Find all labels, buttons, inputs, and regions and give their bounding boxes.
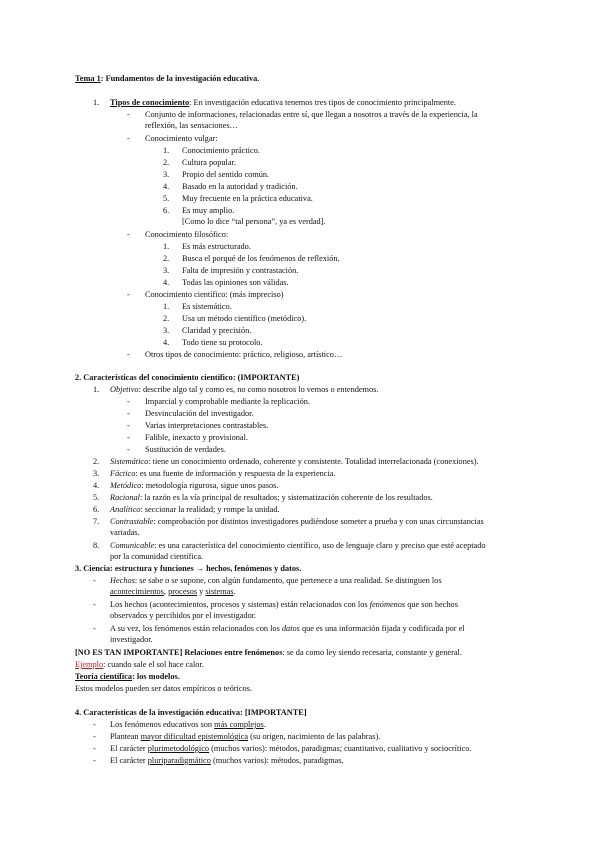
bullet-dash: - [127,230,130,239]
bullet-dash: - [127,110,130,119]
filo-item-num: 4. [163,278,170,287]
vulgar-item: Propio del sentido común. [182,170,270,179]
bullet-dash: - [127,350,130,359]
s4-bullet: Plantean mayor dificultad epistemológica (su origen, nacimiento de las palabras). [110,732,381,741]
bullet-dash: - [93,624,96,633]
modelos-line: Estos modelos pueden ser datos empíricos o teóricos. [75,684,252,693]
bullet-dash: - [93,732,96,741]
vulgar-item-num: 3. [163,170,170,179]
datos-line-cont: investigador. [110,635,153,644]
objetivo-sub: Falible, inexacto y provisional. [145,433,248,442]
filo-item-num: 3. [163,266,170,275]
bullet-dash: - [127,409,130,418]
vulgar-item-num: 5. [163,194,170,203]
bullet-dash: - [93,600,96,609]
bullet-dash: - [93,576,96,585]
section-4-heading: 4. Características de la investigación educativa: [IMPORTANTE] [75,708,307,717]
s2-item: Fáctico: es una fuente de información y respuesta de la experiencia. [110,469,336,478]
filo-item-num: 1. [163,242,170,251]
s2-item-num: 8. [93,541,100,550]
vulgar-item-num: 6. [163,206,170,215]
section-3-heading: 3. Ciencia: estructura y funciones → hechos, fenómenos y datos. [75,564,302,573]
s2-item-num: 4. [93,481,100,490]
s2-item: Racional: la razón es la vía principal de resultados; y sistematización coherente de los resultados. [110,493,433,502]
s2-item-num: 6. [93,505,100,514]
s2-item-cont: variadas. [110,528,140,537]
vulgar-item: Cultura popular. [182,158,236,167]
document-title: Tema 1: Fundamentos de la investigación educativa. [75,74,260,83]
s2-item-num: 1. [93,385,100,394]
bullet-dash: - [93,756,96,765]
filosofico-label: Conocimiento filosófico: [145,230,229,239]
objetivo-sub: Sustitución de verdades. [145,445,226,454]
section-1-heading: 1. Tipos de conocimiento: En investigación educativa tenemos tres tipos de conocimiento principalmente. [93,98,456,107]
vulgar-item-num: 1. [163,146,170,155]
otros-tipos: Otros tipos de conocimiento: práctico, religioso, artístico… [145,350,343,359]
cient-item: Todo tiene su protocolo. [182,338,263,347]
fenomenos-line: Los hechos (acontecimientos, procesos y sistemas) están relacionados con los fenómenos que son hechos [110,600,458,609]
s2-item: Objetivo: describe algo tal y como es, no como nosotros lo vemos o entendemos. [110,385,379,394]
vulgar-item: Muy frecuente en la práctica educativa. [182,194,313,203]
s2-item: Comunicable: es una característica del conocimiento científico, uso de lenguaje claro y preciso que esté aceptado [110,541,486,550]
s2-item: Sistemático: tiene un conocimiento ordenado, coherente y consistente. Totalidad interrelacionada (conexiones). [110,457,479,466]
bullet-dash: - [127,445,130,454]
bullet-dash: - [127,290,130,299]
hechos-line: Hechos: se sabe o se supone, con algún fundamento, que pertenece a una realidad. Se distinguen los [110,576,442,585]
section-1-intro: Conjunto de informaciones, relacionadas entre sí, que llegan a nosotros a través de la experiencia, la [145,110,478,119]
section-2-heading: 2. Características del conocimiento científico: (IMPORTANTE) [75,373,300,382]
s4-bullet: Los fenómenos educativos son más complejos. [110,720,266,729]
objetivo-sub: Imparcial y comprobable mediante la replicación. [145,397,310,406]
cientifico-label: Conocimiento científico: (más impreciso) [145,290,284,299]
vulgar-item: Es muy amplio. [182,206,235,215]
bullet-dash: - [93,720,96,729]
objetivo-sub: Desvinculación del investigador. [145,409,254,418]
filo-item: Es más estructurado. [182,242,251,251]
filo-item: Falta de impresión y contrastación. [182,266,299,275]
fenomenos-line-cont: observados y percibidos por el investigador. [110,611,257,620]
bullet-dash: - [127,421,130,430]
filo-item: Busca el porqué de los fenómenos de reflexión. [182,254,340,263]
vulgar-item-num: 2. [163,158,170,167]
cient-item-num: 1. [163,302,170,311]
section-1-intro-cont: reflexión, las sensaciones… [145,121,238,130]
cient-item: Claridad y precisión. [182,326,252,335]
vulgar-item-num: 4. [163,182,170,191]
cient-item-num: 3. [163,326,170,335]
bullet-dash: - [127,397,130,406]
filo-item-num: 2. [163,254,170,263]
cient-item: Usa un método científico (metódico). [182,314,307,323]
teoria-line: Teoría científica: los modelos. [75,672,180,681]
example-line: Ejemplo: cuando sale el sol hace calor. [75,660,204,669]
filo-item: Todas las opiniones son válidas. [182,278,289,287]
cient-item-num: 4. [163,338,170,347]
s2-item-num: 2. [93,457,100,466]
s4-bullet: El carácter plurimetodológico (muchos varios): métodos, paradigmas; cuantitativo, cualitativo y sociocrítico. [110,744,472,753]
s2-item: Contrastable: comprobación por distintos investigadores pudiéndose someter a prueba y con unas circunstancias [110,517,484,526]
hechos-line-cont: acontecimientos, procesos y sistemas. [110,587,236,596]
cient-item: Es sistemático. [182,302,232,311]
relaciones-line: [NO ES TAN IMPORTANTE] Relaciones entre fenómenos: se da como ley siendo recesaria, constante y general. [75,648,462,657]
vulgar-label: Conocimiento vulgar: [145,134,218,143]
s2-item-num: 5. [93,493,100,502]
datos-line: A su vez, los fenómenos están relacionados con los datos que es una información fijada y codificada por el [110,624,465,633]
s2-item-cont: por la comunidad científica. [110,552,204,561]
s2-item: Metódico: metodología rigurosa, sigue unos pasos. [110,481,279,490]
vulgar-note: [Como lo dice “tal persona”, ya es verdad]. [182,217,326,226]
bullet-dash: - [127,433,130,442]
s2-item-num: 3. [93,469,100,478]
vulgar-item: Basado en la autoridad y tradición. [182,182,298,191]
bullet-dash: - [127,134,130,143]
s2-item-num: 7. [93,517,100,526]
objetivo-sub: Varias interpretaciones contrastables. [145,421,269,430]
s2-item: Analítico: seccionar la realidad; y rompe la unidad. [110,505,280,514]
cient-item-num: 2. [163,314,170,323]
s4-bullet: El carácter pluriparadigmático (muchos varios): métodos, paradigmas. [110,756,344,765]
vulgar-item: Conocimiento práctico. [182,146,260,155]
bullet-dash: - [93,744,96,753]
